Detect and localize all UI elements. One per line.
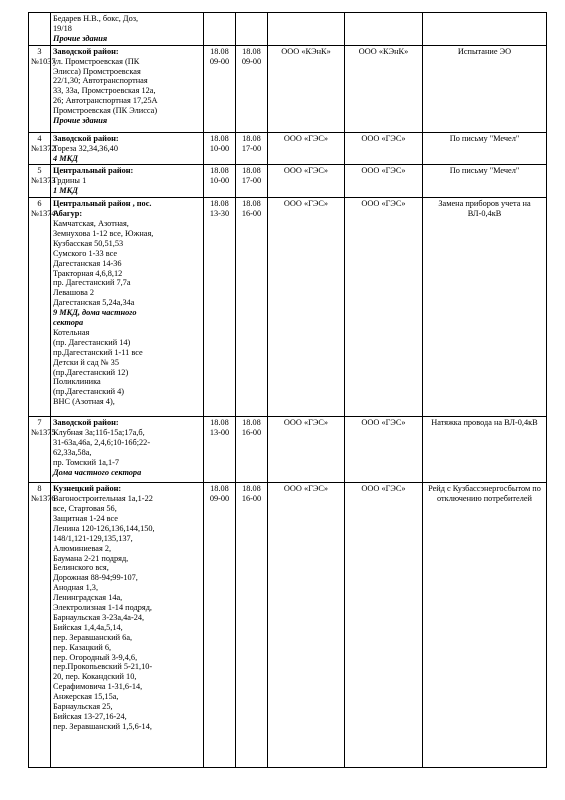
organization-cell bbox=[268, 45, 345, 132]
address-line: Барнаульская 25, bbox=[53, 702, 113, 712]
organization-cell bbox=[268, 13, 345, 46]
end-date: 18.08 bbox=[242, 166, 261, 176]
row-number: 6 bbox=[37, 199, 42, 209]
address-line: Ленина 120-126,136,144,150, bbox=[53, 523, 155, 533]
row-number-cell bbox=[29, 165, 56, 198]
address-line: Левашова 2 bbox=[53, 288, 94, 298]
address-line: Дорожная 88-94;99-107, bbox=[53, 573, 138, 583]
start-time: 10-00 bbox=[209, 143, 230, 153]
address-line: 148/1,121-129,135,137, bbox=[53, 533, 133, 543]
start-date: 18.08 bbox=[210, 166, 229, 176]
address-line: Бийская 1,4,4а,5,14, bbox=[53, 622, 123, 632]
table-row bbox=[29, 483, 547, 768]
address-line: ВНС (Азотная 4), bbox=[53, 397, 115, 407]
start-time: 09-00 bbox=[209, 56, 230, 66]
address-line: 26; Автотранспортная 17,25А bbox=[53, 96, 158, 106]
address-line: пер. Казацкий 6, bbox=[53, 642, 112, 652]
table-row bbox=[29, 165, 547, 198]
address-line: Алюминиевая 2, bbox=[53, 543, 112, 553]
address-line: Камчатская, Азотная, bbox=[53, 218, 129, 228]
address-line: Поликлиника bbox=[53, 377, 101, 387]
end-cell bbox=[236, 132, 268, 165]
organization: ООО «ГЭС» bbox=[283, 133, 329, 143]
end-date: 18.08 bbox=[242, 46, 261, 56]
reason-cell bbox=[423, 165, 547, 198]
outage-reason: Испытание ЭО bbox=[457, 46, 512, 56]
address-line: пер.Прокопьевский 5-21,10- bbox=[53, 662, 153, 672]
address-cell bbox=[51, 45, 204, 132]
address-line: Дома частного сектора bbox=[53, 467, 142, 477]
organization-cell bbox=[268, 165, 345, 198]
address-line: Центральный район: bbox=[53, 166, 134, 176]
address-line: (пр.Дагестанский 12) bbox=[53, 367, 129, 377]
outage-reason: Замена приборов учета на ВЛ-0,4кВ bbox=[438, 199, 531, 219]
start-date: 18.08 bbox=[210, 46, 229, 56]
organization-cell bbox=[268, 132, 345, 165]
address-line: 22/1,30; Автотранспортная bbox=[53, 76, 148, 86]
end-time: 16-00 bbox=[241, 494, 262, 504]
start-time: 13-00 bbox=[209, 428, 230, 438]
address-cell bbox=[51, 417, 204, 483]
address-line: пр. Дагестанский 7,7а bbox=[53, 278, 131, 288]
row-number: 5 bbox=[37, 166, 42, 176]
address-line: Заводской район: bbox=[53, 418, 119, 428]
start-cell bbox=[204, 13, 236, 46]
address-line: (пр.Дагестанский 4) bbox=[53, 387, 125, 397]
executor-cell bbox=[345, 417, 423, 483]
address-line: Клубная 3а;11б-15а;17а,б, bbox=[53, 428, 145, 438]
outage-reason: По письму "Мечел" bbox=[449, 133, 520, 143]
end-cell bbox=[236, 198, 268, 417]
address-line: 19/18 bbox=[53, 23, 72, 33]
row-number: 8 bbox=[37, 484, 42, 494]
address-line: Грдины 1 bbox=[53, 176, 87, 186]
address-line: Электролизная 1-14 подряд, bbox=[53, 603, 153, 613]
address-line: пр.Дагестанский 1-11 все bbox=[53, 347, 143, 357]
end-time: 17-00 bbox=[241, 143, 262, 153]
address-line: Центральный район , пос. bbox=[53, 199, 152, 209]
start-date: 18.08 bbox=[210, 133, 229, 143]
address-line: Котельная bbox=[53, 327, 90, 337]
address-cell bbox=[51, 132, 204, 165]
address-line: 31-63а,46а, 2,4,6;10-16б;22- bbox=[53, 437, 151, 447]
start-cell bbox=[204, 132, 236, 165]
start-cell bbox=[204, 483, 236, 768]
address-line: 4 МКД bbox=[53, 153, 78, 163]
executor-organization: ООО «ГЭС» bbox=[361, 166, 406, 176]
address-line: Анодная 1,3, bbox=[53, 583, 99, 593]
start-date: 18.08 bbox=[210, 418, 229, 428]
request-id: №1037 bbox=[31, 56, 56, 66]
reason-cell bbox=[423, 45, 547, 132]
address-line: 1 МКД bbox=[53, 186, 78, 196]
row-number-cell bbox=[29, 13, 51, 46]
row-number: 3 bbox=[37, 46, 42, 56]
address-line: пер. Зеравшанский 1,5,6-14, bbox=[53, 721, 152, 731]
outage-reason: По письму "Мечел" bbox=[449, 166, 520, 176]
address-line: Кузнецкий район: bbox=[53, 484, 122, 494]
start-time: 09-00 bbox=[209, 494, 230, 504]
table-row bbox=[29, 13, 547, 46]
request-id: №1374 bbox=[31, 209, 56, 219]
executor-cell bbox=[345, 13, 423, 46]
address-line: Бедарев Н.В., бокс, Доз, bbox=[53, 14, 139, 23]
organization: ООО «КЭнК» bbox=[281, 46, 331, 56]
table-row bbox=[29, 417, 547, 483]
end-date: 18.08 bbox=[242, 133, 261, 143]
row-number-cell bbox=[29, 483, 56, 768]
reason-cell bbox=[423, 417, 547, 483]
end-date: 18.08 bbox=[242, 418, 261, 428]
address-line: Белинского вся, bbox=[53, 563, 109, 573]
executor-cell bbox=[345, 165, 423, 198]
address-line: Тореза 32,34,36,40 bbox=[53, 143, 118, 153]
start-cell bbox=[204, 417, 236, 483]
address-line: 33, 33а, Промстроевская 12а, bbox=[53, 86, 156, 96]
address-line: пер. Огородный 3-9,4,6, bbox=[53, 652, 138, 662]
address-line: Ленинградская 14а, bbox=[53, 593, 123, 603]
start-cell bbox=[204, 165, 236, 198]
organization-cell bbox=[268, 417, 345, 483]
end-cell bbox=[236, 45, 268, 132]
address-line: Детски й сад № 35 bbox=[53, 357, 119, 367]
address-line: Заводской район: bbox=[53, 46, 119, 56]
reason-cell bbox=[423, 13, 547, 46]
address-line: пер. Зеравшанский 6а, bbox=[53, 632, 133, 642]
executor-cell bbox=[345, 45, 423, 132]
row-number-cell bbox=[29, 198, 56, 417]
end-cell bbox=[236, 483, 268, 768]
address-line: Тракторная 4,6,8,12 bbox=[53, 268, 123, 278]
address-line: Промстроевская (ПК Элисса) bbox=[53, 106, 158, 116]
address-line: пр. Томский 1а,1-7 bbox=[53, 457, 120, 467]
reason-cell bbox=[423, 198, 547, 417]
address-line: Баумана 2-21 подряд, bbox=[53, 553, 129, 563]
request-id: №1376 bbox=[31, 494, 56, 504]
reason-cell bbox=[423, 483, 547, 768]
end-cell bbox=[236, 165, 268, 198]
address-cell bbox=[51, 13, 204, 46]
address-line: Прочие здания bbox=[53, 116, 108, 126]
address-line: Элисса) Промстроевская bbox=[53, 66, 141, 76]
address-line: Серафимовича 1-31,6-14, bbox=[53, 682, 143, 692]
row-number-cell bbox=[29, 417, 56, 483]
start-date: 18.08 bbox=[210, 199, 229, 209]
executor-cell bbox=[345, 198, 423, 417]
address-line: все, Стартовая 56, bbox=[53, 503, 117, 513]
address-line: Защитная 1-24 все bbox=[53, 513, 118, 523]
executor-organization: ООО «ГЭС» bbox=[361, 133, 406, 143]
address-line: ул. Промстроевская (ПК bbox=[53, 56, 140, 66]
end-time: 16-00 bbox=[241, 428, 262, 438]
start-time: 10-00 bbox=[209, 176, 230, 186]
end-time: 09-00 bbox=[241, 56, 262, 66]
start-cell bbox=[204, 45, 236, 132]
request-id: №1372 bbox=[31, 143, 56, 153]
executor-organization: ООО «ГЭС» bbox=[361, 199, 406, 209]
address-line: Сумского 1-33 все bbox=[53, 248, 118, 258]
end-time: 17-00 bbox=[241, 176, 262, 186]
executor-organization: ООО «ГЭС» bbox=[361, 484, 406, 494]
outage-reason: Рейд с Кузбассэнергосбытом по отключению потребителей bbox=[428, 484, 541, 504]
row-number-cell bbox=[29, 45, 56, 132]
address-line: 20, пер. Кокандский 10, bbox=[53, 672, 137, 682]
organization: ООО «ГЭС» bbox=[283, 199, 329, 209]
row-number: 4 bbox=[37, 133, 42, 143]
request-id: №1375 bbox=[31, 428, 56, 438]
start-time: 13-30 bbox=[209, 209, 230, 219]
address-line: Заводской район: bbox=[53, 133, 119, 143]
address-line: Барнаульская 3-23а,4а-24, bbox=[53, 612, 145, 622]
outage-reason: Натяжка провода на ВЛ-0,4кВ bbox=[431, 418, 538, 428]
reason-cell bbox=[423, 132, 547, 165]
address-line: Земнухова 1-12 все, Южная, bbox=[53, 228, 154, 238]
organization: ООО «ГЭС» bbox=[283, 484, 329, 494]
request-id: №1373 bbox=[31, 176, 56, 186]
executor-organization: ООО «КЭнК» bbox=[358, 46, 409, 56]
address-line: 9 МКД, дома частного bbox=[53, 308, 137, 318]
outage-schedule-table bbox=[28, 12, 547, 768]
address-cell bbox=[51, 198, 204, 417]
organization-cell bbox=[268, 198, 345, 417]
row-number: 7 bbox=[37, 418, 42, 428]
end-date: 18.08 bbox=[242, 484, 261, 494]
address-line: сектора bbox=[53, 318, 84, 328]
address-line: Дагестанская 5,24а,34а bbox=[53, 298, 135, 308]
address-line: Вагоностроительная 1а,1-22 bbox=[53, 494, 153, 504]
address-line: Кузбасская 50,51,53 bbox=[53, 238, 124, 248]
executor-cell bbox=[345, 483, 423, 768]
end-cell bbox=[236, 417, 268, 483]
address-line: Дагестанская 14-36 bbox=[53, 258, 122, 268]
address-line: Прочие здания bbox=[53, 33, 108, 43]
organization: ООО «ГЭС» bbox=[283, 418, 329, 428]
address-line: (пр. Дагестанский 14) bbox=[53, 337, 131, 347]
executor-cell bbox=[345, 132, 423, 165]
organization: ООО «ГЭС» bbox=[283, 166, 329, 176]
address-line: Анжерская 15,15а, bbox=[53, 692, 119, 702]
address-line: 62,33а,58а, bbox=[53, 447, 92, 457]
table-row bbox=[29, 132, 547, 165]
row-number-cell bbox=[29, 132, 56, 165]
address-line: Бийская 13-27,16-24, bbox=[53, 712, 127, 721]
start-date: 18.08 bbox=[210, 484, 229, 494]
document-page bbox=[28, 12, 546, 768]
table-row bbox=[29, 198, 547, 417]
address-cell bbox=[51, 165, 204, 198]
start-cell bbox=[204, 198, 236, 417]
table-row bbox=[29, 45, 547, 132]
end-time: 16-00 bbox=[241, 209, 262, 219]
address-line: Абагур: bbox=[53, 209, 83, 219]
executor-organization: ООО «ГЭС» bbox=[361, 418, 406, 428]
organization-cell bbox=[268, 483, 345, 768]
end-date: 18.08 bbox=[242, 199, 261, 209]
address-cell bbox=[51, 483, 204, 768]
end-cell bbox=[236, 13, 268, 46]
